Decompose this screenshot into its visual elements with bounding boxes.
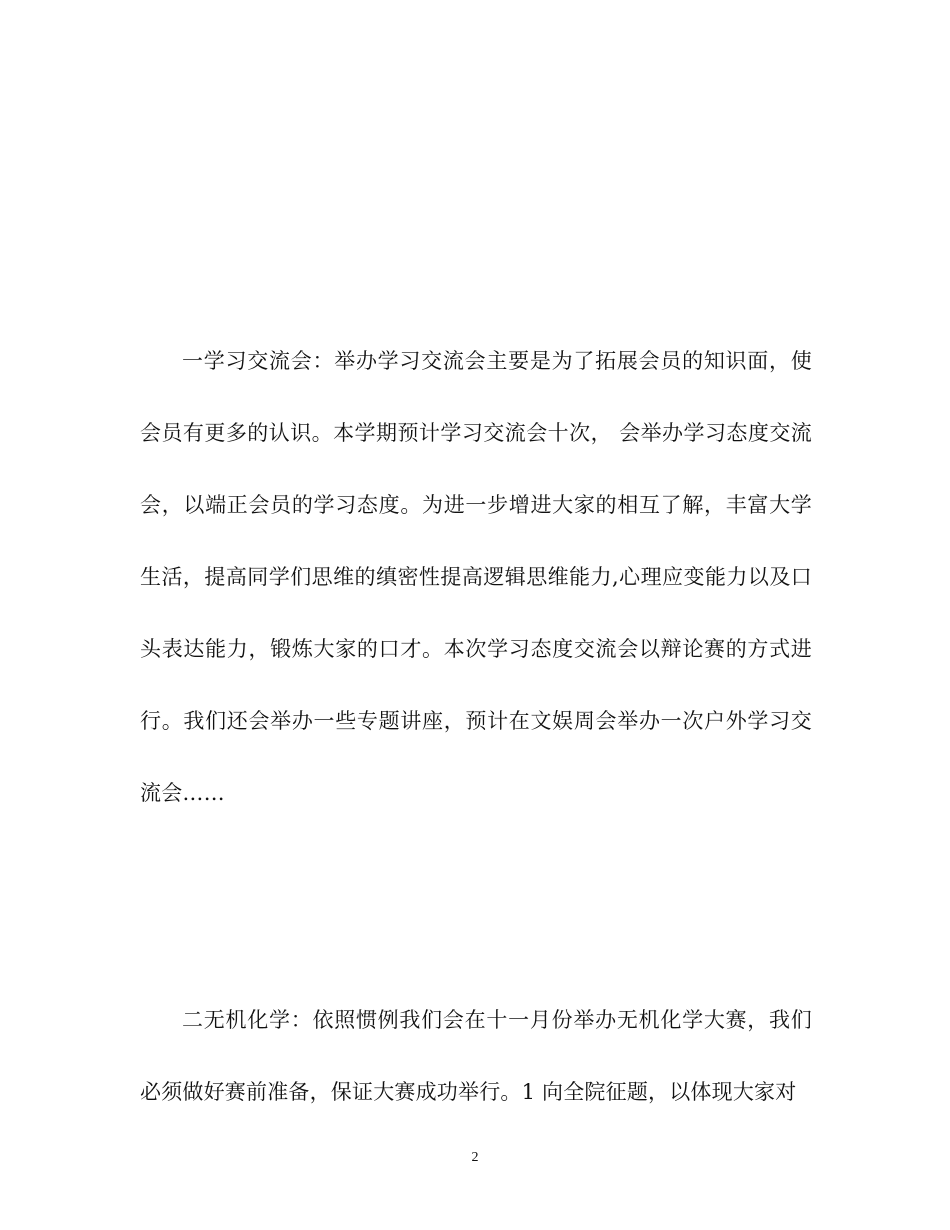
paragraph-inorganic-chemistry: 二无机化学：依照惯例我们会在十一月份举办无机化学大赛，我们必须做好赛前准备，保证大赛成功举行。1 向全院征题，以体现大家对	[140, 1008, 812, 1104]
page-number: 2	[471, 1150, 479, 1165]
paragraph-study-exchange: 一学习交流会：举办学习交流会主要是为了拓展会员的知识面，使会员有更多的认识。本学期预计学习交流会十次， 会举办学习态度交流会，以端正会员的学习态度。为进一步增进大家的相互了解，丰富大学生活，提高同学们思维的缜密性提高逻辑思维能力,心理应变能力以及口头表达能力，锻炼大家的口才。本次学习态度交流会以辩论赛的方式进行。我们还会举办一些专题讲座，预计在文娱周会举办一次户外学习交流会……	[140, 349, 812, 805]
